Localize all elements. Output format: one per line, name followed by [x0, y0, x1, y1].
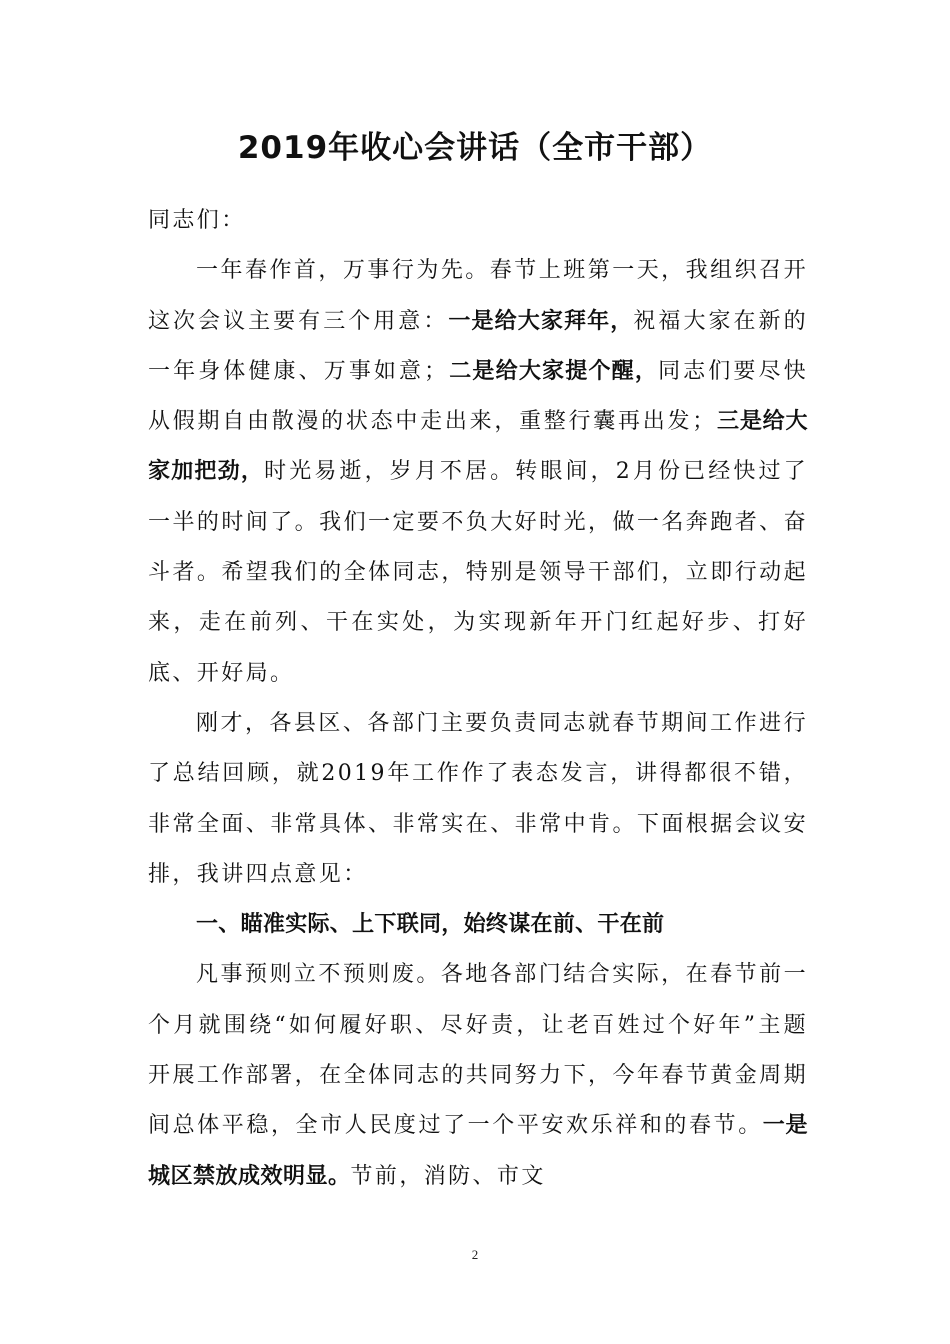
- paragraph-opening: [148, 246, 808, 699]
- paragraph-review: 刚才，各县区、各部门主要负责同志就春节期间工作进行了总结回顾，就2019年工作作了表态发言，讲得都很不错，非常全面、非常具体、非常实在、非常中肯。下面根据会议安排，我讲四点意见：: [148, 710, 808, 887]
- paragraph-section-1: [148, 950, 808, 1201]
- salutation: 同志们：: [148, 208, 246, 233]
- bold-point-2: 二是给大家提个醒，: [448, 358, 659, 384]
- bold-point-city: 一是城区禁放成效明显。: [148, 1113, 808, 1189]
- paragraph-text: 节前，消防、市文: [350, 1163, 546, 1189]
- paragraph-text: 同志们要尽快从假期自由散漫的状态中走出来，重整行囊再出发；: [148, 358, 808, 435]
- document-title: 2019年收心会讲话（全市干部）: [237, 130, 713, 166]
- paragraph-text: 时光易逝，岁月不居。转眼间，2月份已经快过了一半的时间了。我们一定要不负大好时光，做一名奔跑者、奋斗者。希望我们的全体同志，特别是领导干部们，立即行动起来，走在前列、干在实处，为实现新年开门红起好步、打好底、开好局。: [148, 459, 808, 686]
- page-number: 2: [471, 1247, 479, 1262]
- paragraph-text: 凡事预则立不预则废。各地各部门结合实际，在春节前一个月就围绕“如何履好职、尽好责，让老百姓过个好年”主题开展工作部署，在全体同志的共同努力下，今年春节黄金周期间总体平稳，全市人民度过了一个平安欢乐祥和的春节。: [148, 962, 808, 1139]
- section-heading-1: 一、瞄准实际、上下联同，始终谋在前、干在前: [196, 912, 665, 938]
- bold-point-3: 三是给大家加把劲，: [148, 409, 808, 485]
- paragraph-text: 一年春作首，万事行为先。春节上班第一天，我组织召开这次会议主要有三个用意：: [148, 258, 808, 334]
- bold-point-1: 一是给大家拜年，: [448, 308, 634, 334]
- paragraph-text: 祝福大家在新的一年身体健康、万事如意；: [148, 308, 808, 384]
- document-body: [148, 196, 808, 1202]
